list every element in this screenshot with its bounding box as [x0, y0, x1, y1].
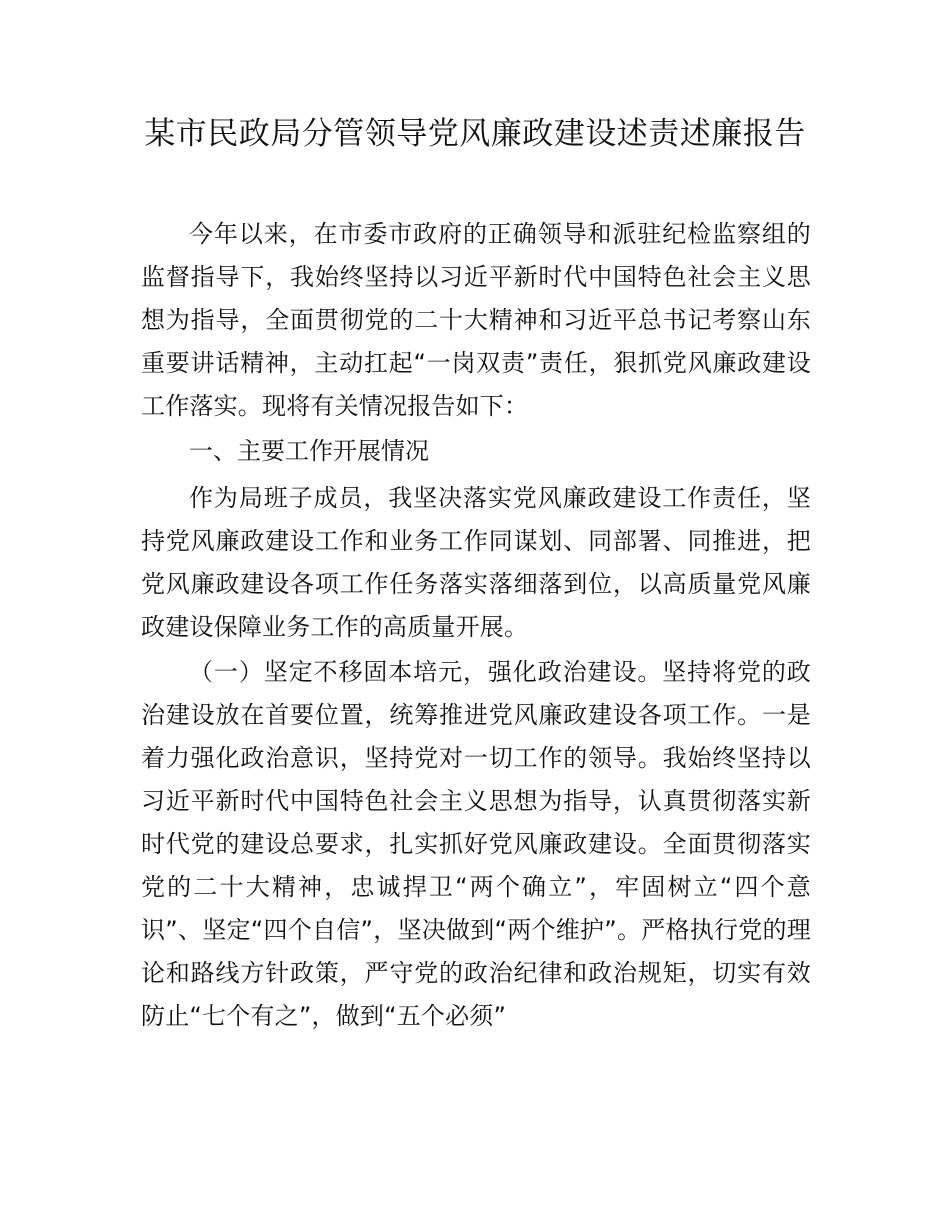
- intro-paragraph: 今年以来，在市委市政府的正确领导和派驻纪检监察组的监督指导下，我始终坚持以习近平新时代中国特色社会主义思想为指导，全面贯彻党的二十大精神和习近平总书记考察山东重要讲话精神，主动扛起“一岗双责”责任，狠抓党风廉政建设工作落实。现将有关情况报告如下：: [141, 220, 811, 420]
- body-paragraph: 作为局班子成员，我坚决落实党风廉政建设工作责任，坚持党风廉政建设工作和业务工作同谋划、同部署、同推进，把党风廉政建设各项工作任务落实落细落到位，以高质量党风廉政建设保障业务工作的高质量开展。: [141, 484, 811, 641]
- section-heading: 一、主要工作开展情况: [189, 437, 429, 465]
- document-body: [141, 213, 811, 1038]
- body-paragraph: （一）坚定不移固本培元，强化政治建设。坚持将党的政治建设放在首要位置，统筹推进党风廉政建设各项工作。一是着力强化政治意识，坚持党对一切工作的领导。我始终坚持以习近平新时代中国特色社会主义思想为指导，认真贯彻落实新时代党的建设总要求，扎实抓好党风廉政建设。全面贯彻落实党的二十大精神，忠诚捍卫“两个确立”，牢固树立“四个意识”、坚定“四个自信”，坚决做到“两个维护”。严格执行党的理论和路线方针政策，严守党的政治纪律和政治规矩，切实有效防止“七个有之”，做到“五个必须”: [141, 658, 811, 1030]
- document-title: 某市民政局分管领导党风廉政建设述责述廉报告: [144, 116, 806, 152]
